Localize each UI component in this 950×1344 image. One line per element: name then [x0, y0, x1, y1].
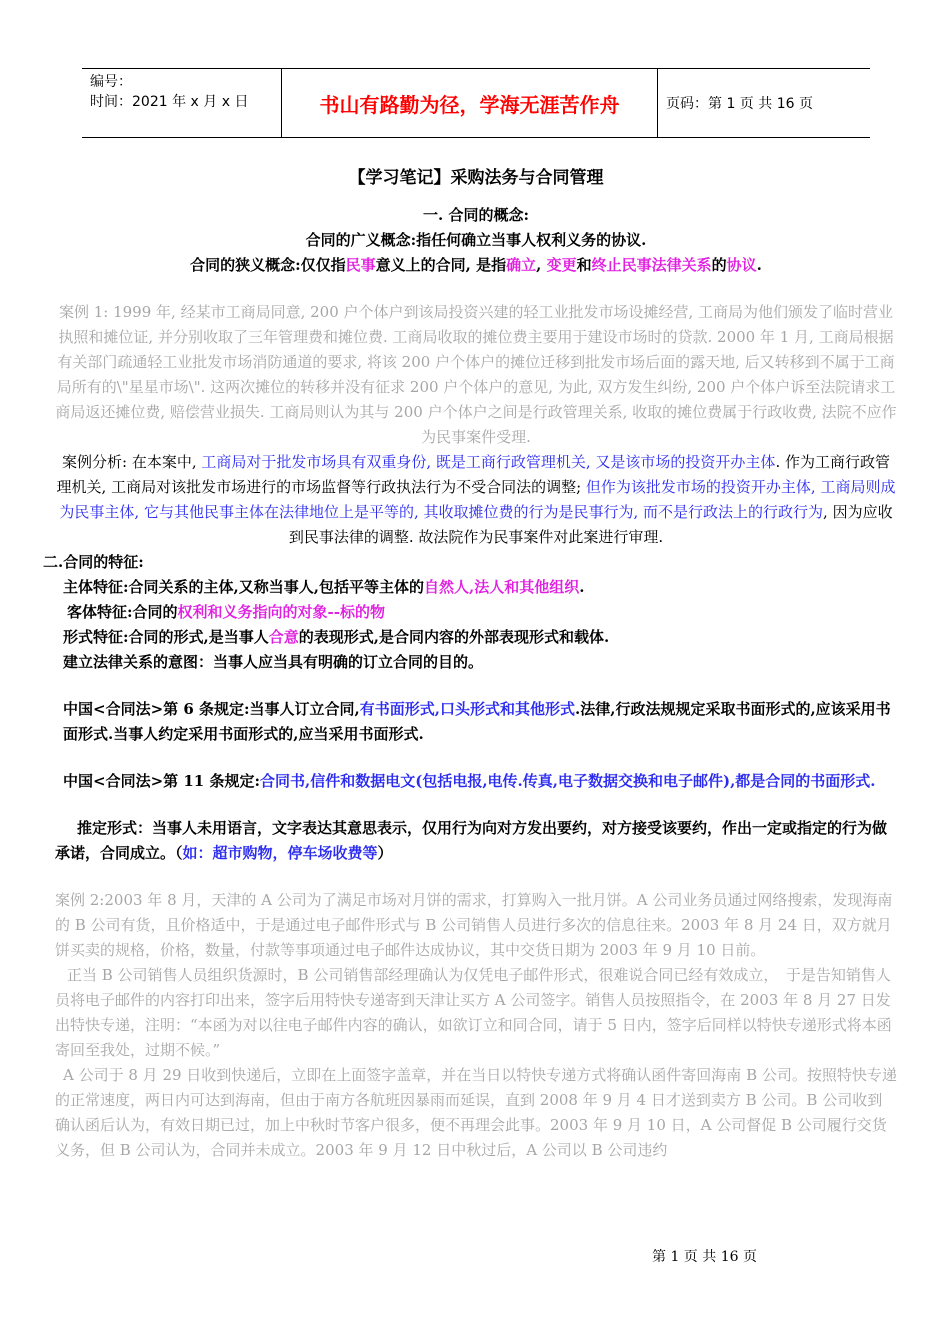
text-run: ,: [536, 256, 547, 274]
section-2-heading: 二.合同的特征:: [43, 553, 144, 571]
text-run: 和: [576, 256, 592, 274]
document-title: 【学习笔记】采购法务与合同管理: [348, 168, 604, 188]
narrow-definition: [55, 253, 897, 278]
highlight-run: 终止民事法律关系: [591, 256, 712, 274]
highlight-run: 合意: [268, 628, 299, 646]
object-feature: [55, 600, 897, 625]
text-run: 形式特征:合同的形式,是当事人: [63, 628, 269, 646]
highlight-run: 变更: [546, 256, 577, 274]
highlight-run: 但作为该批发市场的投资开办主体, 工商局则成为民事主体, 它与其他民事主体在法律地位上是平等的, 其收取摊位费的行为是民事行为, 而不是行政法上的行政行为: [59, 478, 896, 521]
header-meta: [82, 69, 282, 137]
text-run: 合同的狭义概念:仅仅指: [190, 256, 346, 274]
highlight-run: 工商局对于批发市场具有双重身份, 既是工商行政管理机关, 又是该市场的投资开办主体: [201, 453, 776, 471]
highlight-run: 民事: [345, 256, 376, 274]
text-run: .法律,行政法规规定采取书面形式的,应该采用书面形式.当事人约定采用书面形式的,应当采用书面形式.: [63, 700, 891, 743]
broad-definition: 合同的广义概念:指任何确立当事人权利义务的协议.: [305, 231, 647, 249]
highlight-run: 确立: [506, 256, 537, 274]
text-run: 中国<合同法>第 6 条规定:当事人订立合同,: [63, 700, 360, 718]
text-run: 意义上的合同, 是指: [375, 256, 507, 274]
page-footer: 第 1 页 共 16 页: [652, 1249, 757, 1265]
page-header: [82, 68, 870, 138]
presumed-form: [55, 816, 897, 866]
form-feature: [55, 625, 897, 650]
intent-feature: 建立法律关系的意图：当事人应当具有明确的订立合同的目的。: [63, 653, 484, 671]
highlight-run: 合同书,信件和数据电文(包括电报,电传.传真,电子数据交换和电子邮件),都是合同的书面形式.: [260, 772, 876, 790]
case-2-paragraph-2: 正当 B 公司销售人员组织货源时，B 公司销售部经理确认为仅凭电子邮件形式，很难说合同已经有效成立， 于是告知销售人员将电子邮件的内容打印出来，签字后用特快专递寄到天津让买方 A 公司签字。销售人员按照指令，在 2003 年 8 月 27 日发出特快专递，注明：“本函为对以往电子邮件内容的确认，如欲订立和同合同，请于 5 日内，签字后同样以特快专递形式将本函寄回至我处，过期不候。”: [55, 966, 892, 1059]
text-run: .: [756, 256, 762, 274]
article-6: [55, 697, 897, 747]
text-run: 主体特征:合同关系的主体,又称当事人,包括平等主体的: [63, 578, 424, 596]
header-page-info: 页码：第 1 页 共 16 页: [666, 96, 813, 112]
case-1-text: 案例 1: 1999 年, 经某市工商局同意, 200 户个体户到该局投资兴建的轻工业批发市场设摊经营, 工商局为他们颁发了临时营业执照和摊位证, 并分别收取了三年管理费和摊位费. 工商局收取的摊位费主要用于建设市场时的贷款. 2000 年 1 月, 工商局根据有关部门疏通轻工业批发市场消防通道的要求, 将该 200 户个体户的摊位迁移到批发市场后面的露天地, 后又转移到不属于工商局所有的\"星星市场\". 这两次摊位的转移并没有征求 200 户个体户的意见, 为此, 双方发生纠纷, 200 户个体户诉至法院请求工商局返还摊位费, 赔偿营业损失. 工商局则认为其与 200 户个体户之间是行政管理关系, 收取的摊位费属于行政收费, 法院不应作为民事案件受理.: [55, 303, 897, 446]
text-run: 的表现形式,是合同内容的外部表现形式和载体.: [298, 628, 610, 646]
text-run: 推定形式：当事人未用语言，文字表达其意思表示，仅用行为向对方发出要约，对方接受该要约，作出一定或指定的行为做承诺，合同成立。（: [55, 819, 888, 862]
text-run: . 作为工商行政管理机关, 工商局对该批发市场进行的市场监督等行政执法行为不受合同法的调整;: [56, 453, 890, 496]
header-motto: 书山有路勤为径，学海无涯苦作舟: [282, 69, 658, 137]
text-run: 案例分析: 在本案中,: [62, 453, 202, 471]
highlight-run: 自然人,法人和其他组织: [423, 578, 580, 596]
subject-feature: [55, 575, 897, 600]
text-run: 的: [711, 256, 727, 274]
case-2-paragraph-1: 案例 2:2003 年 8 月，天津的 A 公司为了满足市场对月饼的需求，打算购入一批月饼。A 公司业务员通过网络搜索，发现海南的 B 公司有货，且价格适中，于是通过电子邮件形式与 B 公司销售人员进行多次的信息往来。2003 年 8 月 24 日，双方就月饼买卖的规格，价格，数量，付款等事项通过电子邮件达成协议，其中交货日期为 2003 年 9 月 10 日前。: [55, 891, 893, 959]
text-run: 客体特征:合同的: [67, 603, 178, 621]
section-1-heading: 一. 合同的概念:: [423, 206, 529, 224]
highlight-run: 如：超市购物，停车场收费等: [182, 844, 378, 862]
highlight-run: 有书面形式,口头形式和其他形式: [359, 700, 576, 718]
case-2-paragraph-3: A 公司于 8 月 29 日收到快递后，立即在上面签字盖章，并在当日以特快专递方式将确认函件寄回海南 B 公司。按照特快专递的正常速度，两日内可达到海南，但由于南方各航班因暴雨而延误，直到 2008 年 9 月 4 日才送到卖方 B 公司。B 公司收到确认函后认为，有效日期已过，加上中秋时节客户很多，便不再理会此事。2003 年 9 月 10 日，A 公司督促 B 公司履行交货义务，但 B 公司认为，合同并未成立。2003 年 9 月 12 日中秋过后，A 公司以 B 公司违约: [55, 1066, 897, 1159]
case-1-analysis: [55, 450, 897, 550]
document-time: 时间：2021 年 x 月 x 日: [90, 94, 249, 110]
highlight-run: 协议: [726, 256, 757, 274]
text-run: .: [579, 578, 585, 596]
text-run: , 因为应收到民事法律的调整. 故法院作为民事案件对此案进行审理.: [288, 503, 893, 546]
document-number-label: 编号：: [90, 74, 132, 90]
text-run: ）: [377, 844, 393, 862]
document-body: [43, 166, 897, 1163]
article-11: [55, 769, 897, 794]
text-run: 中国<合同法>第 11 条规定:: [63, 772, 260, 790]
highlight-run: 权利和义务指向的对象--标的物: [177, 603, 385, 621]
